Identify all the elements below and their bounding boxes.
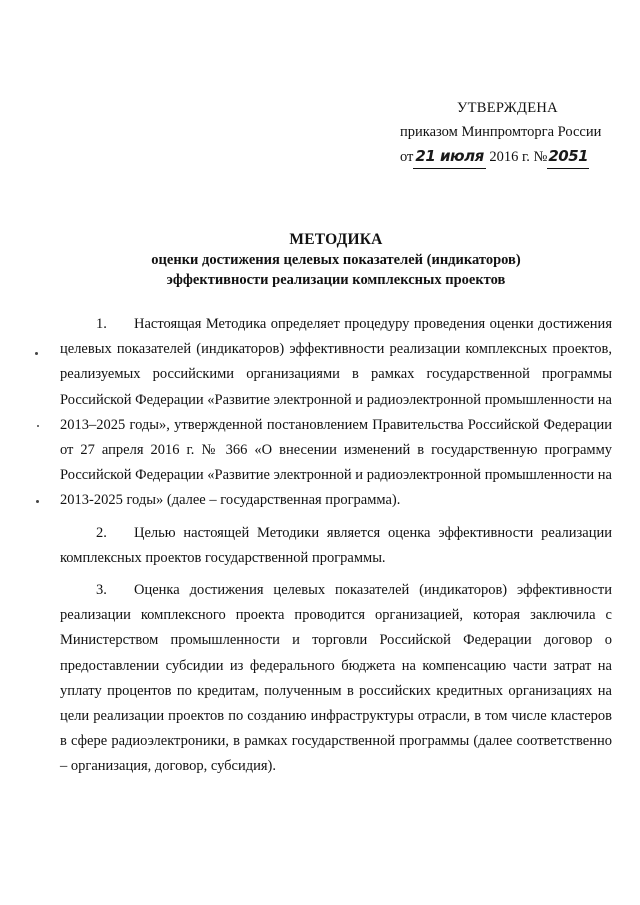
year-text: 2016 г. № bbox=[489, 149, 548, 165]
paragraph-number: 1. bbox=[96, 316, 107, 332]
title-main: МЕТОДИКА bbox=[289, 231, 383, 248]
paragraph-2 bbox=[60, 521, 612, 571]
scan-speck bbox=[36, 500, 39, 503]
paragraph-number: 3. bbox=[96, 582, 107, 599]
date-prefix: от bbox=[400, 149, 414, 165]
paragraph-number: 2. bbox=[96, 524, 107, 541]
approval-heading: УТВЕРЖДЕНА bbox=[457, 100, 558, 116]
paragraph-text: Целью настоящей Методики является оценка эффективности реализации комплексных проектов государственной программы. bbox=[60, 524, 612, 566]
handwritten-order-number: 2051 bbox=[547, 144, 589, 169]
document-title bbox=[60, 230, 612, 290]
document-body bbox=[60, 312, 612, 787]
handwritten-date: 21 июля bbox=[413, 144, 485, 169]
approval-date-line bbox=[400, 144, 620, 169]
paragraph-text: Оценка достижения целевых показателей (индикаторов) эффективности реализации комплексного проекта проводится организацией, которая заключила с Министерством промышленности и торговли Российской Федерации договор о предоставлении субсидии из федерального бюджета на компенсацию части затрат на уплату процентов по кредитам, полученным в российских кредитных организациях на цели реализации проектов по созданию инфраструктуры отрасли, в том числе кластеров в сфере радиоэлектроники, в рамках государственной программы (далее соответственно – организация, договор, субсидия). bbox=[60, 582, 612, 775]
scan-speck bbox=[37, 425, 39, 427]
approval-order-line: приказом Минпромторга России bbox=[400, 124, 602, 140]
paragraph-3 bbox=[60, 578, 612, 780]
title-line-3: эффективности реализации комплексных проектов bbox=[166, 272, 506, 288]
paragraph-text: Настоящая Методика определяет процедуру проведения оценки достижения целевых показателей (индикаторов) эффективности реализации комплексных проектов, реализуемых российскими организациями в рамках государственной программы Российской Федерации «Развитие электронной и радиоэлектронной промышленности на 2013–2025 годы», утвержденной постановлением Правительства Российской Федерации от 27 апреля 2016 г. № 366 «О внесении изменений в государственную программу Российской Федерации «Развитие электронной и радиоэлектронной промышленности на 2013-2025 годы» (далее – государственная программа). bbox=[60, 316, 612, 509]
title-line-2: оценки достижения целевых показателей (индикаторов) bbox=[151, 252, 521, 268]
scan-speck bbox=[35, 352, 38, 355]
paragraph-1 bbox=[60, 312, 612, 514]
approval-block bbox=[400, 96, 620, 169]
